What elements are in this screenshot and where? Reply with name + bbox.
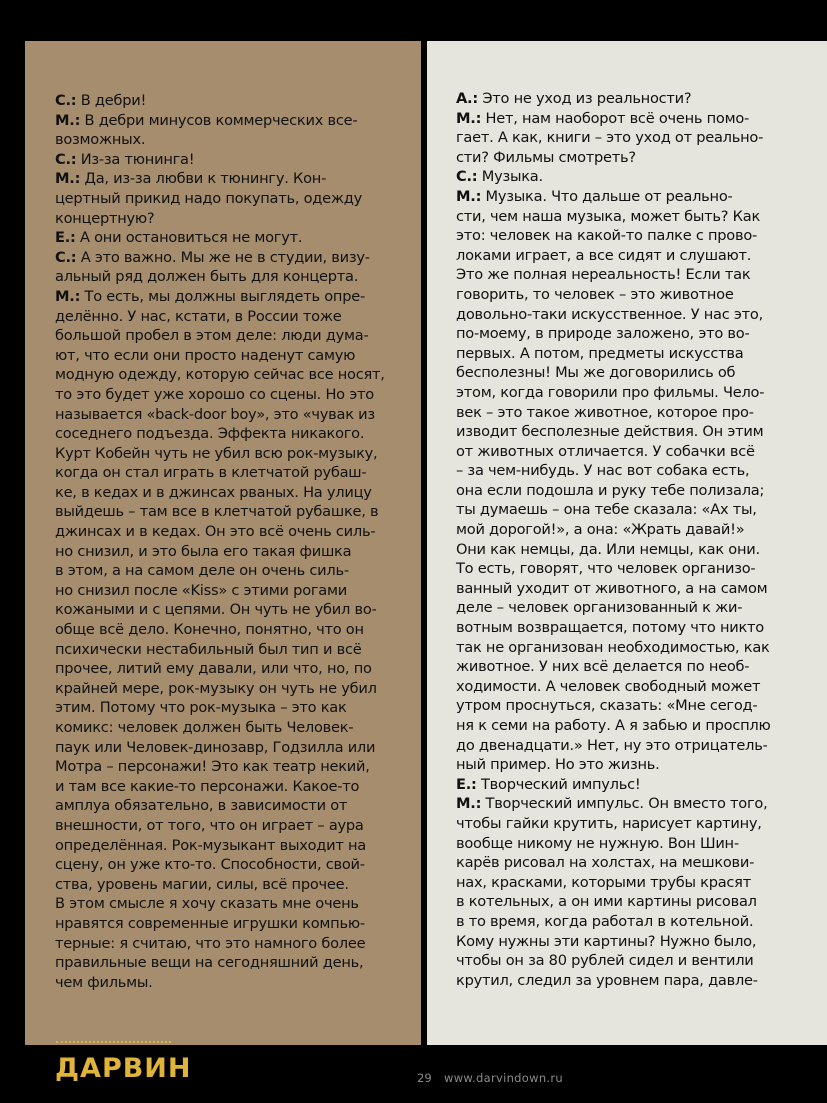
line-text: этим. Потому что рок-музыка – это как xyxy=(55,699,347,717)
text-line xyxy=(55,777,421,797)
text-line xyxy=(456,383,827,403)
text-line xyxy=(456,305,827,325)
speaker-label: Е.: xyxy=(55,229,76,247)
line-text: Творческий импульс! xyxy=(476,775,641,793)
text-line xyxy=(456,246,827,266)
line-text: так не организован необходимостью, как xyxy=(456,638,770,656)
line-text: в этом, а на самом деле он очень силь- xyxy=(55,562,349,580)
logo-dots-decoration xyxy=(56,1041,171,1051)
line-text: Кому нужны эти картины? Нужно было, xyxy=(456,932,757,950)
line-text: сцену, он уже кто-то. Способности, свой- xyxy=(55,856,365,874)
line-text: это: человек на какой-то палке с прово- xyxy=(456,227,758,245)
text-line xyxy=(456,598,827,618)
website-url: www.darvindown.ru xyxy=(444,1071,563,1085)
text-line xyxy=(55,130,421,150)
text-line xyxy=(55,365,421,385)
text-line xyxy=(55,111,421,131)
speaker-label: А.: xyxy=(456,90,478,107)
line-text: по-моему, в природе заложено, это во- xyxy=(456,325,750,343)
speaker-label: М.: xyxy=(456,187,482,205)
line-text: ют, что если они просто наденут самую xyxy=(55,346,356,364)
text-line xyxy=(456,951,827,971)
line-text: амплуа обязательно, в зависимости от xyxy=(55,797,348,815)
text-line xyxy=(55,757,421,777)
page-number: 29 xyxy=(417,1071,432,1085)
text-line xyxy=(55,150,421,170)
text-line xyxy=(55,738,421,758)
line-text: ходимости. А человек свободный может xyxy=(456,677,761,695)
line-text: чем фильмы. xyxy=(55,973,153,991)
text-line xyxy=(456,442,827,462)
text-line xyxy=(55,228,421,248)
line-text: мой дорогой!», а она: «Жрать давай!» xyxy=(456,521,745,539)
line-text: нравятся современные игрушки компью- xyxy=(55,914,365,932)
line-text: делённо. У нас, кстати, в России тоже xyxy=(55,307,342,325)
line-text: прочее, литий ему давали, или что, но, по xyxy=(55,660,372,678)
line-text: Да, из-за любви к тюнингу. Кон- xyxy=(80,170,327,188)
line-text: большой пробел в этом деле: люди дума- xyxy=(55,327,369,345)
line-text: довольно-таки искусственное. У нас это, xyxy=(456,305,763,323)
text-line xyxy=(55,287,421,307)
line-text: В дебри! xyxy=(76,92,147,109)
magazine-logo: ДАРВИН xyxy=(55,1053,192,1084)
text-line xyxy=(55,444,421,464)
line-text: цертный прикид надо покупать, одежду xyxy=(55,189,362,207)
text-line xyxy=(456,461,827,481)
line-text: ня к семи на работу. А я забью и просплю xyxy=(456,717,771,734)
line-text: кожаными и с цепями. Он чуть не убил во- xyxy=(55,601,377,619)
text-line xyxy=(456,834,827,854)
line-text: но снизил, и это была его такая фишка xyxy=(55,542,352,560)
line-text: определённая. Рок-музыкант выходит на xyxy=(55,836,366,854)
text-line xyxy=(55,561,421,581)
line-text: животное. У них всё делается по необ- xyxy=(456,658,750,676)
line-text: до двенадцати.» Нет, ну это отрицатель- xyxy=(456,736,768,754)
line-text: Они как немцы, да. Или немцы, как они. xyxy=(456,540,760,558)
text-line xyxy=(55,698,421,718)
line-text: деле – человек организованный к жи- xyxy=(456,599,743,617)
text-line xyxy=(456,559,827,579)
line-text: бесполезны! Мы же договорились об xyxy=(456,364,736,382)
text-line xyxy=(456,814,827,834)
text-line xyxy=(55,836,421,856)
line-text: Музыка. Что дальше от реально- xyxy=(481,187,733,205)
line-text: правильные вещи на сегодняшний день, xyxy=(55,954,364,972)
line-text: паук или Человек-динозавр, Годзилла или xyxy=(55,738,376,756)
line-text: вообще никому не нужную. Вон Шин- xyxy=(456,834,739,852)
text-line xyxy=(55,169,421,189)
right-column-text xyxy=(456,89,827,990)
text-line xyxy=(55,953,421,973)
text-line xyxy=(55,640,421,660)
text-line xyxy=(456,207,827,227)
line-text: ванный уходит от животного, а на самом xyxy=(456,579,768,597)
text-line xyxy=(55,463,421,483)
text-line xyxy=(55,326,421,346)
line-text: Музыка. xyxy=(477,168,543,186)
line-text: Мотра – персонажи! Это как театр некий, xyxy=(55,758,370,776)
line-text: карёв рисовал на холстах, на мешкови- xyxy=(456,854,755,872)
line-text: А они остановиться не могут. xyxy=(75,229,303,247)
line-text: говорить, то человек – это животное xyxy=(456,285,734,303)
text-line xyxy=(456,618,827,638)
text-line xyxy=(55,91,421,111)
line-text: То есть, мы должны выглядеть опре- xyxy=(80,287,365,305)
text-line xyxy=(456,187,827,207)
line-text: она если подошла и руку тебе полизала; xyxy=(456,481,765,499)
line-text: вотным возвращается, потому что никто xyxy=(456,619,764,637)
text-line xyxy=(456,932,827,952)
line-text: Это не уход из реальности? xyxy=(477,90,692,107)
line-text: гает. А как, книги – это уход от реально- xyxy=(456,129,764,147)
line-text: модную одежду, которую сейчас все носят, xyxy=(55,366,385,384)
line-text: когда он стал играть в клетчатой рубаш- xyxy=(55,464,367,482)
text-line xyxy=(55,405,421,425)
line-text: А это важно. Мы же не в студии, визу- xyxy=(76,248,370,266)
text-line xyxy=(456,892,827,912)
line-text: джинсах и в кедах. Он это всё очень силь- xyxy=(55,523,376,541)
page-footer xyxy=(0,1045,827,1103)
text-line xyxy=(55,209,421,229)
text-line xyxy=(456,324,827,344)
line-text: нах, красками, которыми трубы красят xyxy=(456,873,751,891)
speaker-label: М.: xyxy=(55,170,81,188)
text-line xyxy=(55,600,421,620)
text-line xyxy=(456,853,827,873)
text-line xyxy=(456,500,827,520)
line-text: В этом смысле я хочу сказать мне очень xyxy=(55,895,359,913)
line-text: выйдешь – там все в клетчатой рубашке, в xyxy=(55,503,379,521)
line-text: сти, чем наша музыка, может быть? Как xyxy=(456,207,761,225)
text-line xyxy=(456,716,827,736)
speaker-label: С.: xyxy=(55,150,77,168)
speaker-label: С.: xyxy=(55,92,77,109)
speaker-label: М.: xyxy=(55,287,81,305)
text-line xyxy=(456,775,827,795)
line-text: комикс: человек должен быть Человек- xyxy=(55,719,354,736)
text-line xyxy=(55,522,421,542)
text-line xyxy=(55,267,421,287)
line-text: Это же полная нереальность! Если так xyxy=(456,266,751,284)
line-text: и там все какие-то персонажи. Какое-то xyxy=(55,777,360,795)
text-line xyxy=(55,581,421,601)
text-line xyxy=(456,736,827,756)
text-line xyxy=(456,579,827,599)
line-text: – за чем-нибудь. У нас вот собака есть, xyxy=(456,462,750,480)
text-line xyxy=(456,540,827,560)
line-text: Из-за тюнинга! xyxy=(76,150,195,168)
line-text: соседнего подъезда. Эффекта никакого. xyxy=(55,425,365,443)
text-line xyxy=(55,718,421,738)
text-line xyxy=(456,677,827,697)
left-column-text xyxy=(55,91,421,992)
text-line xyxy=(55,542,421,562)
text-line xyxy=(456,755,827,775)
text-line xyxy=(55,816,421,836)
text-line xyxy=(55,973,421,993)
line-text: психически нестабильный был тип и всё xyxy=(55,640,362,658)
line-text: локами играет, а все сидят и слушают. xyxy=(456,246,752,264)
line-text: То есть, говорят, что человек организо- xyxy=(456,560,756,578)
text-line xyxy=(456,638,827,658)
text-line xyxy=(55,796,421,816)
line-text: терные: я считаю, что это намного более xyxy=(55,934,366,952)
line-text: сти? Фильмы смотреть? xyxy=(456,148,636,166)
text-line xyxy=(456,167,827,187)
text-line xyxy=(456,971,827,991)
text-line xyxy=(456,363,827,383)
text-line xyxy=(456,696,827,716)
speaker-label: Е.: xyxy=(456,775,477,793)
line-text: внешности, от того, что он играет – аура xyxy=(55,816,364,834)
text-line xyxy=(456,285,827,305)
line-text: крайней мере, рок-музыку он чуть не убил xyxy=(55,679,377,697)
line-text: утром проснуться, сказать: «Мне сегод- xyxy=(456,697,758,715)
text-line xyxy=(456,265,827,285)
text-line xyxy=(55,385,421,405)
text-line xyxy=(456,520,827,540)
line-text: от животных отличается. У собачки всё xyxy=(456,442,755,460)
text-line xyxy=(55,875,421,895)
line-text: Творческий импульс. Он вместо того, xyxy=(481,795,768,813)
text-line xyxy=(55,248,421,268)
line-text: ства, уровень магии, силы, всё прочее. xyxy=(55,875,349,893)
text-line xyxy=(456,128,827,148)
speaker-label: М.: xyxy=(55,111,81,129)
line-text: первых. А потом, предметы искусства xyxy=(456,344,744,362)
line-text: крутил, следил за уровнем пара, давле- xyxy=(456,971,758,989)
line-text: ный пример. Но это жизнь. xyxy=(456,756,660,774)
text-line xyxy=(456,226,827,246)
text-line xyxy=(55,620,421,640)
line-text: Курт Кобейн чуть не убил всю рок-музыку, xyxy=(55,444,378,462)
text-line xyxy=(456,657,827,677)
text-line xyxy=(55,934,421,954)
line-text: в то время, когда работал в котельной. xyxy=(456,912,754,930)
line-text: концертную? xyxy=(55,209,155,227)
line-text: чтобы гайки крутить, нарисует картину, xyxy=(456,814,762,832)
line-text: называется «back-door boy», это «чувак из xyxy=(55,405,375,423)
text-line xyxy=(55,502,421,522)
speaker-label: С.: xyxy=(55,248,77,266)
text-line xyxy=(55,483,421,503)
text-line xyxy=(55,894,421,914)
line-text: ке, в кедах и в джинсах рваных. На улицу xyxy=(55,483,372,501)
line-text: но снизил после «Kiss» с этими рогами xyxy=(55,581,347,599)
line-text: в котельных, а он ими картины рисовал xyxy=(456,893,757,911)
text-line xyxy=(456,794,827,814)
text-line xyxy=(456,89,827,109)
speaker-label: М.: xyxy=(456,795,482,813)
line-text: альный ряд должен быть для концерта. xyxy=(55,268,359,286)
text-line xyxy=(55,189,421,209)
text-line xyxy=(456,422,827,442)
text-line xyxy=(55,914,421,934)
speaker-label: С.: xyxy=(456,168,478,186)
text-line xyxy=(55,855,421,875)
text-line xyxy=(55,307,421,327)
line-text: В дебри минусов коммерческих все- xyxy=(80,111,358,129)
line-text: возможных. xyxy=(55,131,146,149)
text-line xyxy=(55,679,421,699)
text-line xyxy=(456,912,827,932)
text-line xyxy=(456,344,827,364)
text-line xyxy=(456,109,827,129)
speaker-label: М.: xyxy=(456,109,482,127)
line-text: Нет, нам наоборот всё очень помо- xyxy=(481,109,750,127)
line-text: ты думаешь – она тебе сказала: «Ах ты, xyxy=(456,501,757,519)
text-line xyxy=(456,481,827,501)
text-line xyxy=(456,873,827,893)
line-text: век – это такое животное, которое про- xyxy=(456,403,754,421)
line-text: то это будет уже хорошо со сцены. Но это xyxy=(55,385,374,403)
text-line xyxy=(55,346,421,366)
line-text: обще всё дело. Конечно, понятно, что он xyxy=(55,621,364,639)
left-column xyxy=(25,41,421,1045)
right-column xyxy=(427,41,827,1045)
text-line xyxy=(456,148,827,168)
text-line xyxy=(55,659,421,679)
text-line xyxy=(456,403,827,423)
line-text: изводит бесполезные действия. Он этим xyxy=(456,423,764,441)
text-line xyxy=(55,424,421,444)
line-text: чтобы он за 80 рублей сидел и вентили xyxy=(456,952,754,970)
line-text: этом, когда говорили про фильмы. Чело- xyxy=(456,383,765,401)
